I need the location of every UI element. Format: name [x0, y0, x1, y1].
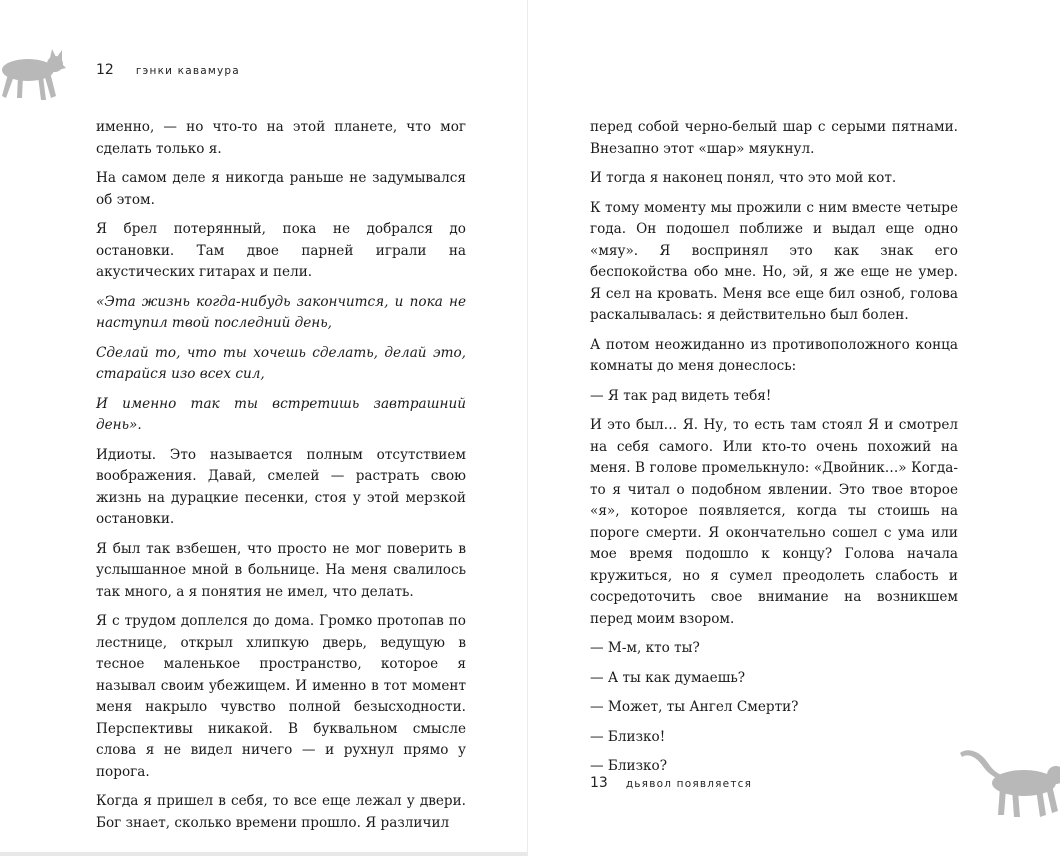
- paragraph: К тому моменту мы прожили с ним вместе четыре года. Он подошел поближе и выдал еще одно «мяу». Я воспринял это как знак его беспокойства обо мне. Но, эй, я же еще не умер. Я сел на кровать. Меня все еще бил озноб, голова раскалывалась: я действительно был болен.: [590, 199, 958, 323]
- cat-silhouette-icon: [958, 745, 1060, 821]
- dialogue-line: — М-м, кто ты?: [590, 640, 700, 656]
- page-number: 13: [590, 775, 608, 791]
- running-title: гэнки кавамура: [135, 65, 240, 77]
- paragraph: На самом деле я никогда раньше не задумывался об этом.: [96, 170, 466, 208]
- dialogue-line: — Близко!: [590, 728, 666, 745]
- song-lyric-line: И именно так ты встретишь завтрашний день».: [96, 395, 466, 433]
- song-lyric-line: Сделай то, что ты хочешь сделать, делай это, старайся изо всех сил,: [96, 344, 466, 382]
- paragraph: перед собой черно-белый шар с серыми пятнами. Внезапно этот «шар» мяукнул.: [590, 119, 958, 157]
- page-number: 12: [96, 62, 114, 78]
- paragraph: А потом неожиданно из противоположного конца комнаты до меня донеслось:: [590, 336, 958, 374]
- paragraph: Я был так взбешен, что просто не мог поверить в услышанное мной в больнице. На меня свалилось так много, а я понятия не имел, что делать.: [96, 540, 466, 600]
- song-lyric-line: «Эта жизнь когда-нибудь закончится, и пока не наступил твой последний день,: [96, 293, 466, 331]
- paragraph: именно, — но что-то на этой планете, что мог сделать только я.: [96, 119, 466, 157]
- right-page-footer: [590, 775, 752, 791]
- paragraph: Идиоты. Это называется полным отсутствием воображения. Давай, смелей — растрать свою жизнь на дурацкие песенки, стоя у этой мерзкой остановки.: [96, 446, 466, 527]
- paragraph: Когда я пришел в себя, то все еще лежал у двери. Бог знает, сколько времени прошло. Я различил: [96, 793, 466, 831]
- dialogue-line: — А ты как думаешь?: [590, 669, 746, 686]
- dialogue-line: — Я так рад видеть тебя!: [590, 387, 772, 404]
- dialogue-line: — Близко?: [590, 758, 667, 774]
- paragraph: И тогда я наконец понял, что это мой кот.: [590, 170, 897, 186]
- paragraph: Я брел потерянный, пока не добрался до остановки. Там двое парней играли на акустических гитарах и пели.: [96, 221, 466, 280]
- paragraph: Я с трудом доплелся до дома. Громко протопав по лестнице, открыл хлипкую дверь, ведущую в тесное маленькое пространство, которое я называл своим убежищем. И именно в тот момент меня накрыло чувство полной безысходности. Перспективы никакой. В буквальном смысле слова я не видел ничего — и рухнул прямо у порога.: [96, 613, 466, 780]
- dialogue-line: — Может, ты Ангел Смерти?: [590, 699, 799, 715]
- paragraph: И это был… Я. Ну, то есть там стоял Я и смотрел на себя самого. Или кто-то очень похожий на меня. В голове промелькнуло: «Двойник…» Когда-то я читал о подобном явлении. Это твое второе «я», которое появляется, когда ты стоишь на пороге смерти. Я окончательно сошел с ума или мое время подошло к концу? Голова начала кружиться, но я сумел преодолеть слабость и сосредоточить свое внимание на возникшем перед моим взором.: [590, 417, 958, 627]
- left-page-header: [96, 62, 240, 78]
- running-title: дьявол появляется: [625, 778, 753, 790]
- right-text-column: [590, 117, 958, 786]
- left-text-column: [96, 117, 466, 842]
- page-bottom-edge: [0, 852, 528, 856]
- cat-silhouette-icon: [0, 46, 68, 104]
- left-page: [0, 0, 528, 856]
